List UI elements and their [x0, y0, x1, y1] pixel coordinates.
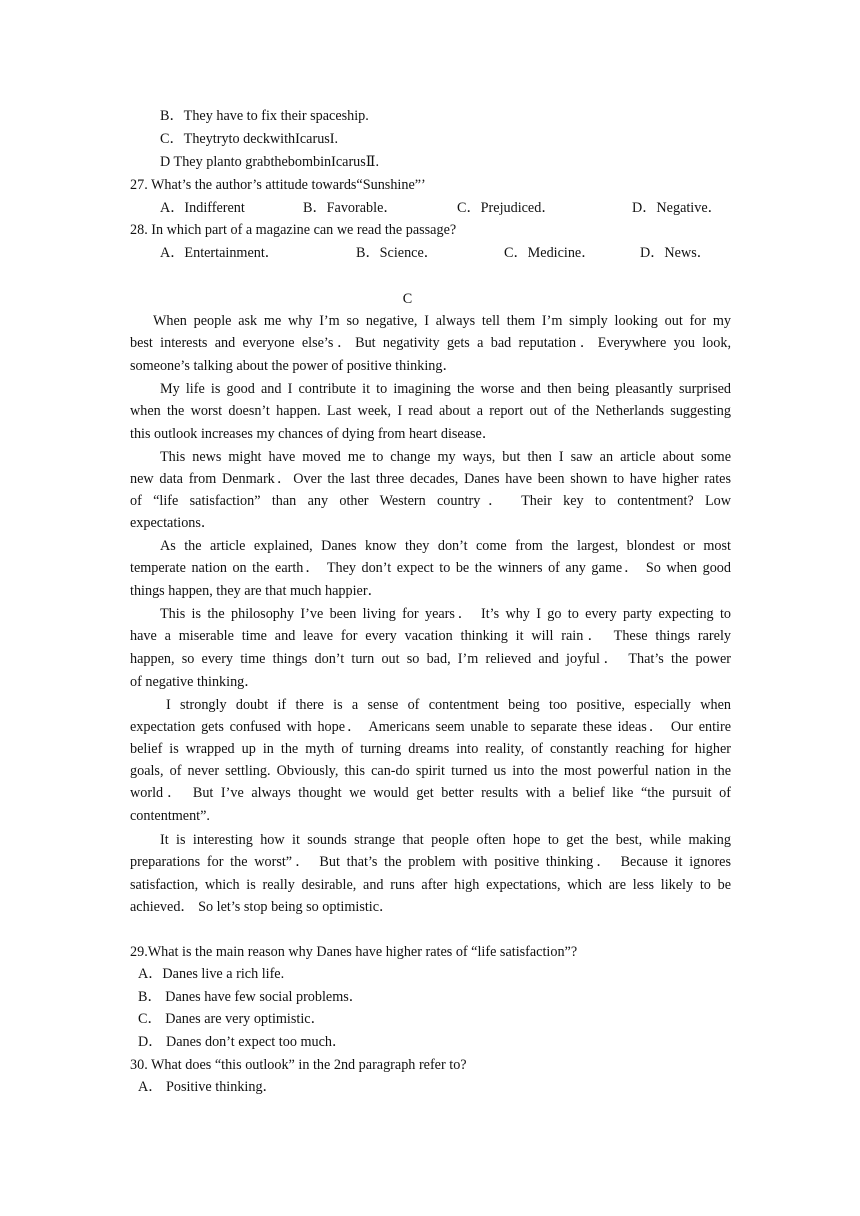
- passage-line: goals, of never settling. Obviously, this can-do spirit turned us into the most powerful nation in the: [130, 763, 731, 779]
- q26-option-c: C．Theytryto deckwithIcarusI.: [160, 131, 339, 147]
- q28-options: [160, 242, 711, 265]
- q29-option-d: D． Danes don’t expect too much．: [138, 1034, 347, 1050]
- passage-line: I strongly doubt if there is a sense of contentment being too positive, especially when: [166, 697, 731, 713]
- q29-question: 29.What is the main reason why Danes have higher rates of “life satisfaction”?: [130, 944, 578, 960]
- q27-question: 27. What’s the author’s attitude towards“Sunshine”’: [130, 177, 426, 193]
- section-title: C: [402, 291, 413, 307]
- q30-question: 30. What does “this outlook” in the 2nd paragraph refer to?: [130, 1057, 467, 1073]
- passage-line: As the article explained, Danes know they don’t come from the largest, blondest or most: [160, 538, 731, 554]
- passage-line: have a miserable time and leave for every vacation thinking it will rain． These things rarely: [130, 628, 731, 644]
- passage-line: My life is good and I contribute it to imagining the worse and then being pleasantly surprised: [160, 381, 731, 397]
- q26-option-d: D They planto grabthebombinIcarusⅡ.: [160, 154, 379, 170]
- q29-option-c: C． Danes are very optimistic．: [138, 1011, 325, 1027]
- passage-line: happen, so every time things don’t turn out so bad, I’m relieved and joyful． That’s the power: [130, 651, 731, 667]
- passage-line: expectations．: [130, 515, 216, 531]
- q27-option-c: C．Prejudiced．: [457, 200, 556, 216]
- passage-line: It is interesting how it sounds strange that people often hope to get the best, while making: [160, 832, 731, 848]
- q28-option-c: C．Medicine．: [504, 245, 596, 261]
- passage-line: When people ask me why I’m so negative, I always tell them I’m simply looking out for my: [153, 313, 731, 329]
- q26-option-b: B．They have to fix their spaceship.: [160, 108, 369, 124]
- passage-line: This is the philosophy I’ve been living for years． It’s why I go to every party expecting to: [160, 606, 731, 622]
- passage-line: contentment”.: [130, 808, 210, 824]
- passage-line: achieved． So let’s stop being so optimistic．: [130, 899, 394, 915]
- q27-option-a: A．Indifferent: [160, 200, 245, 216]
- q30-option-a: A． Positive thinking．: [138, 1079, 277, 1095]
- q28-option-d: D．News．: [640, 245, 711, 261]
- passage-line: best interests and everyone else’s．But negativity gets a bad reputation．Everywhere you look,: [130, 335, 731, 351]
- passage-line: when the worst doesn’t happen. Last week, I read about a report out of the Netherlands suggesting: [130, 403, 731, 419]
- q27-option-b: B．Favorable．: [303, 200, 398, 216]
- passage-line: of “life satisfaction” than any other Western country． Their key to contentment? Low: [130, 493, 731, 509]
- q29-option-a: A．Danes live a rich life.: [138, 966, 285, 982]
- q28-option-b: B．Science．: [356, 245, 438, 261]
- q29-option-b: B． Danes have few social problems．: [138, 989, 363, 1005]
- passage-line: preparations for the worst”． But that’s the problem with positive thinking． Because it ignores: [130, 854, 731, 870]
- passage-line: someone’s talking about the power of positive thinking．: [130, 358, 457, 374]
- passage-line: temperate nation on the earth． They don’t expect to be the winners of any game． So when good: [130, 560, 731, 576]
- q28-option-a: A．Entertainment．: [160, 245, 279, 261]
- passage-line: new data from Denmark．Over the last three decades, Danes have been shown to have higher rates: [130, 471, 731, 487]
- passage-line: of negative thinking．: [130, 674, 259, 690]
- passage-line: This news might have moved me to change my ways, but then I saw an article about some: [160, 449, 731, 465]
- passage-line: belief is wrapped up in the myth of turning dreams into reality, of constantly reaching for higher: [130, 741, 731, 757]
- passage-line: this outlook increases my chances of dying from heart disease．: [130, 426, 497, 442]
- q27-option-d: D．Negative．: [632, 200, 722, 216]
- q28-question: 28. In which part of a magazine can we read the passage?: [130, 222, 457, 238]
- passage-line: world． But I’ve always thought we would get better results with a belief like “the pursuit of: [130, 785, 731, 801]
- q27-options: [160, 197, 722, 220]
- passage-line: things happen, they are that much happier．: [130, 583, 382, 599]
- passage-line: expectation gets confused with hope． Americans seem unable to separate these ideas． Our entire: [130, 719, 731, 735]
- passage-line: satisfaction, which is really desirable, and runs after high expectations, which are less likely to be: [130, 877, 731, 893]
